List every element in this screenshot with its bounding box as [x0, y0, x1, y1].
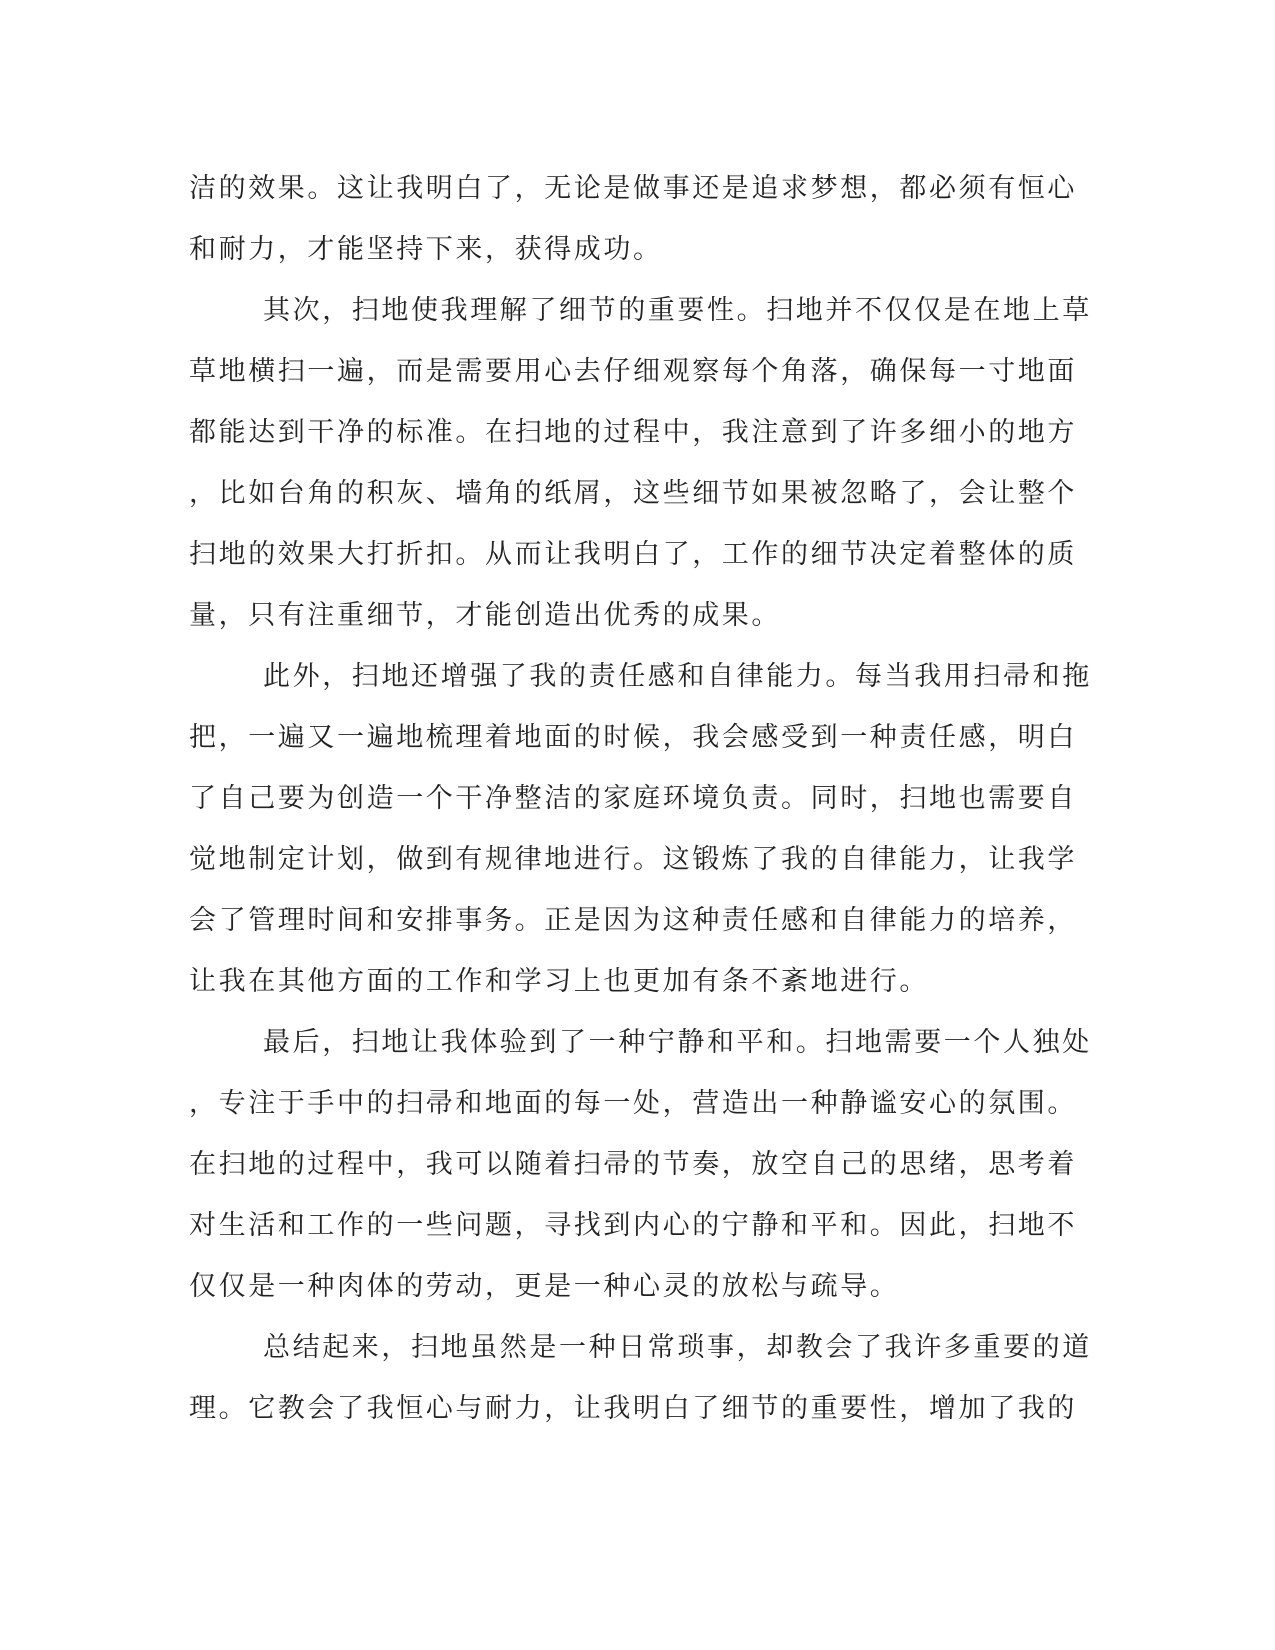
text-line: 量，只有注重细节，才能创造出优秀的成果。 — [189, 600, 781, 631]
text-line: 在扫地的过程中，我可以随着扫帚的节奏，放空自己的思绪，思考着 — [189, 1149, 1077, 1180]
text-line: 扫地的效果大打折扣。从而让我明白了，工作的细节决定着整体的质 — [189, 539, 1077, 570]
text-line: 洁的效果。这让我明白了，无论是做事还是追求梦想，都必须有恒心 — [189, 173, 1077, 204]
text-line: 觉地制定计划，做到有规律地进行。这锻炼了我的自律能力，让我学 — [189, 844, 1077, 875]
text-line: 草地横扫一遍，而是需要用心去仔细观察每个角落，确保每一寸地面 — [189, 356, 1077, 387]
text-line: 会了管理时间和安排事务。正是因为这种责任感和自律能力的培养， — [189, 905, 1077, 936]
text-line: 此外，扫地还增强了我的责任感和自律能力。每当我用扫帚和拖 — [263, 661, 1092, 692]
text-line: 都能达到干净的标准。在扫地的过程中，我注意到了许多细小的地方 — [189, 417, 1077, 448]
text-line: 和耐力，才能坚持下来，获得成功。 — [189, 234, 663, 265]
text-line: 其次，扫地使我理解了细节的重要性。扫地并不仅仅是在地上草 — [263, 295, 1092, 326]
text-line: 了自己要为创造一个干净整洁的家庭环境负责。同时，扫地也需要自 — [189, 783, 1077, 814]
text-line: 总结起来，扫地虽然是一种日常琐事，却教会了我许多重要的道 — [263, 1332, 1092, 1363]
text-line: 对生活和工作的一些问题，寻找到内心的宁静和平和。因此，扫地不 — [189, 1210, 1077, 1241]
text-line: ，比如台角的积灰、墙角的纸屑，这些细节如果被忽略了，会让整个 — [189, 478, 1077, 509]
text-line: 理。它教会了我恒心与耐力，让我明白了细节的重要性，增加了我的 — [189, 1393, 1077, 1424]
text-line: 仅仅是一种肉体的劳动，更是一种心灵的放松与疏导。 — [189, 1271, 900, 1302]
text-line: 最后，扫地让我体验到了一种宁静和平和。扫地需要一个人独处 — [263, 1027, 1092, 1058]
body-text — [189, 158, 1092, 1439]
text-line: 把，一遍又一遍地梳理着地面的时候，我会感受到一种责任感，明白 — [189, 722, 1077, 753]
text-line: ，专注于手中的扫帚和地面的每一处，营造出一种静谧安心的氛围。 — [189, 1088, 1077, 1119]
text-line: 让我在其他方面的工作和学习上也更加有条不紊地进行。 — [189, 966, 929, 997]
